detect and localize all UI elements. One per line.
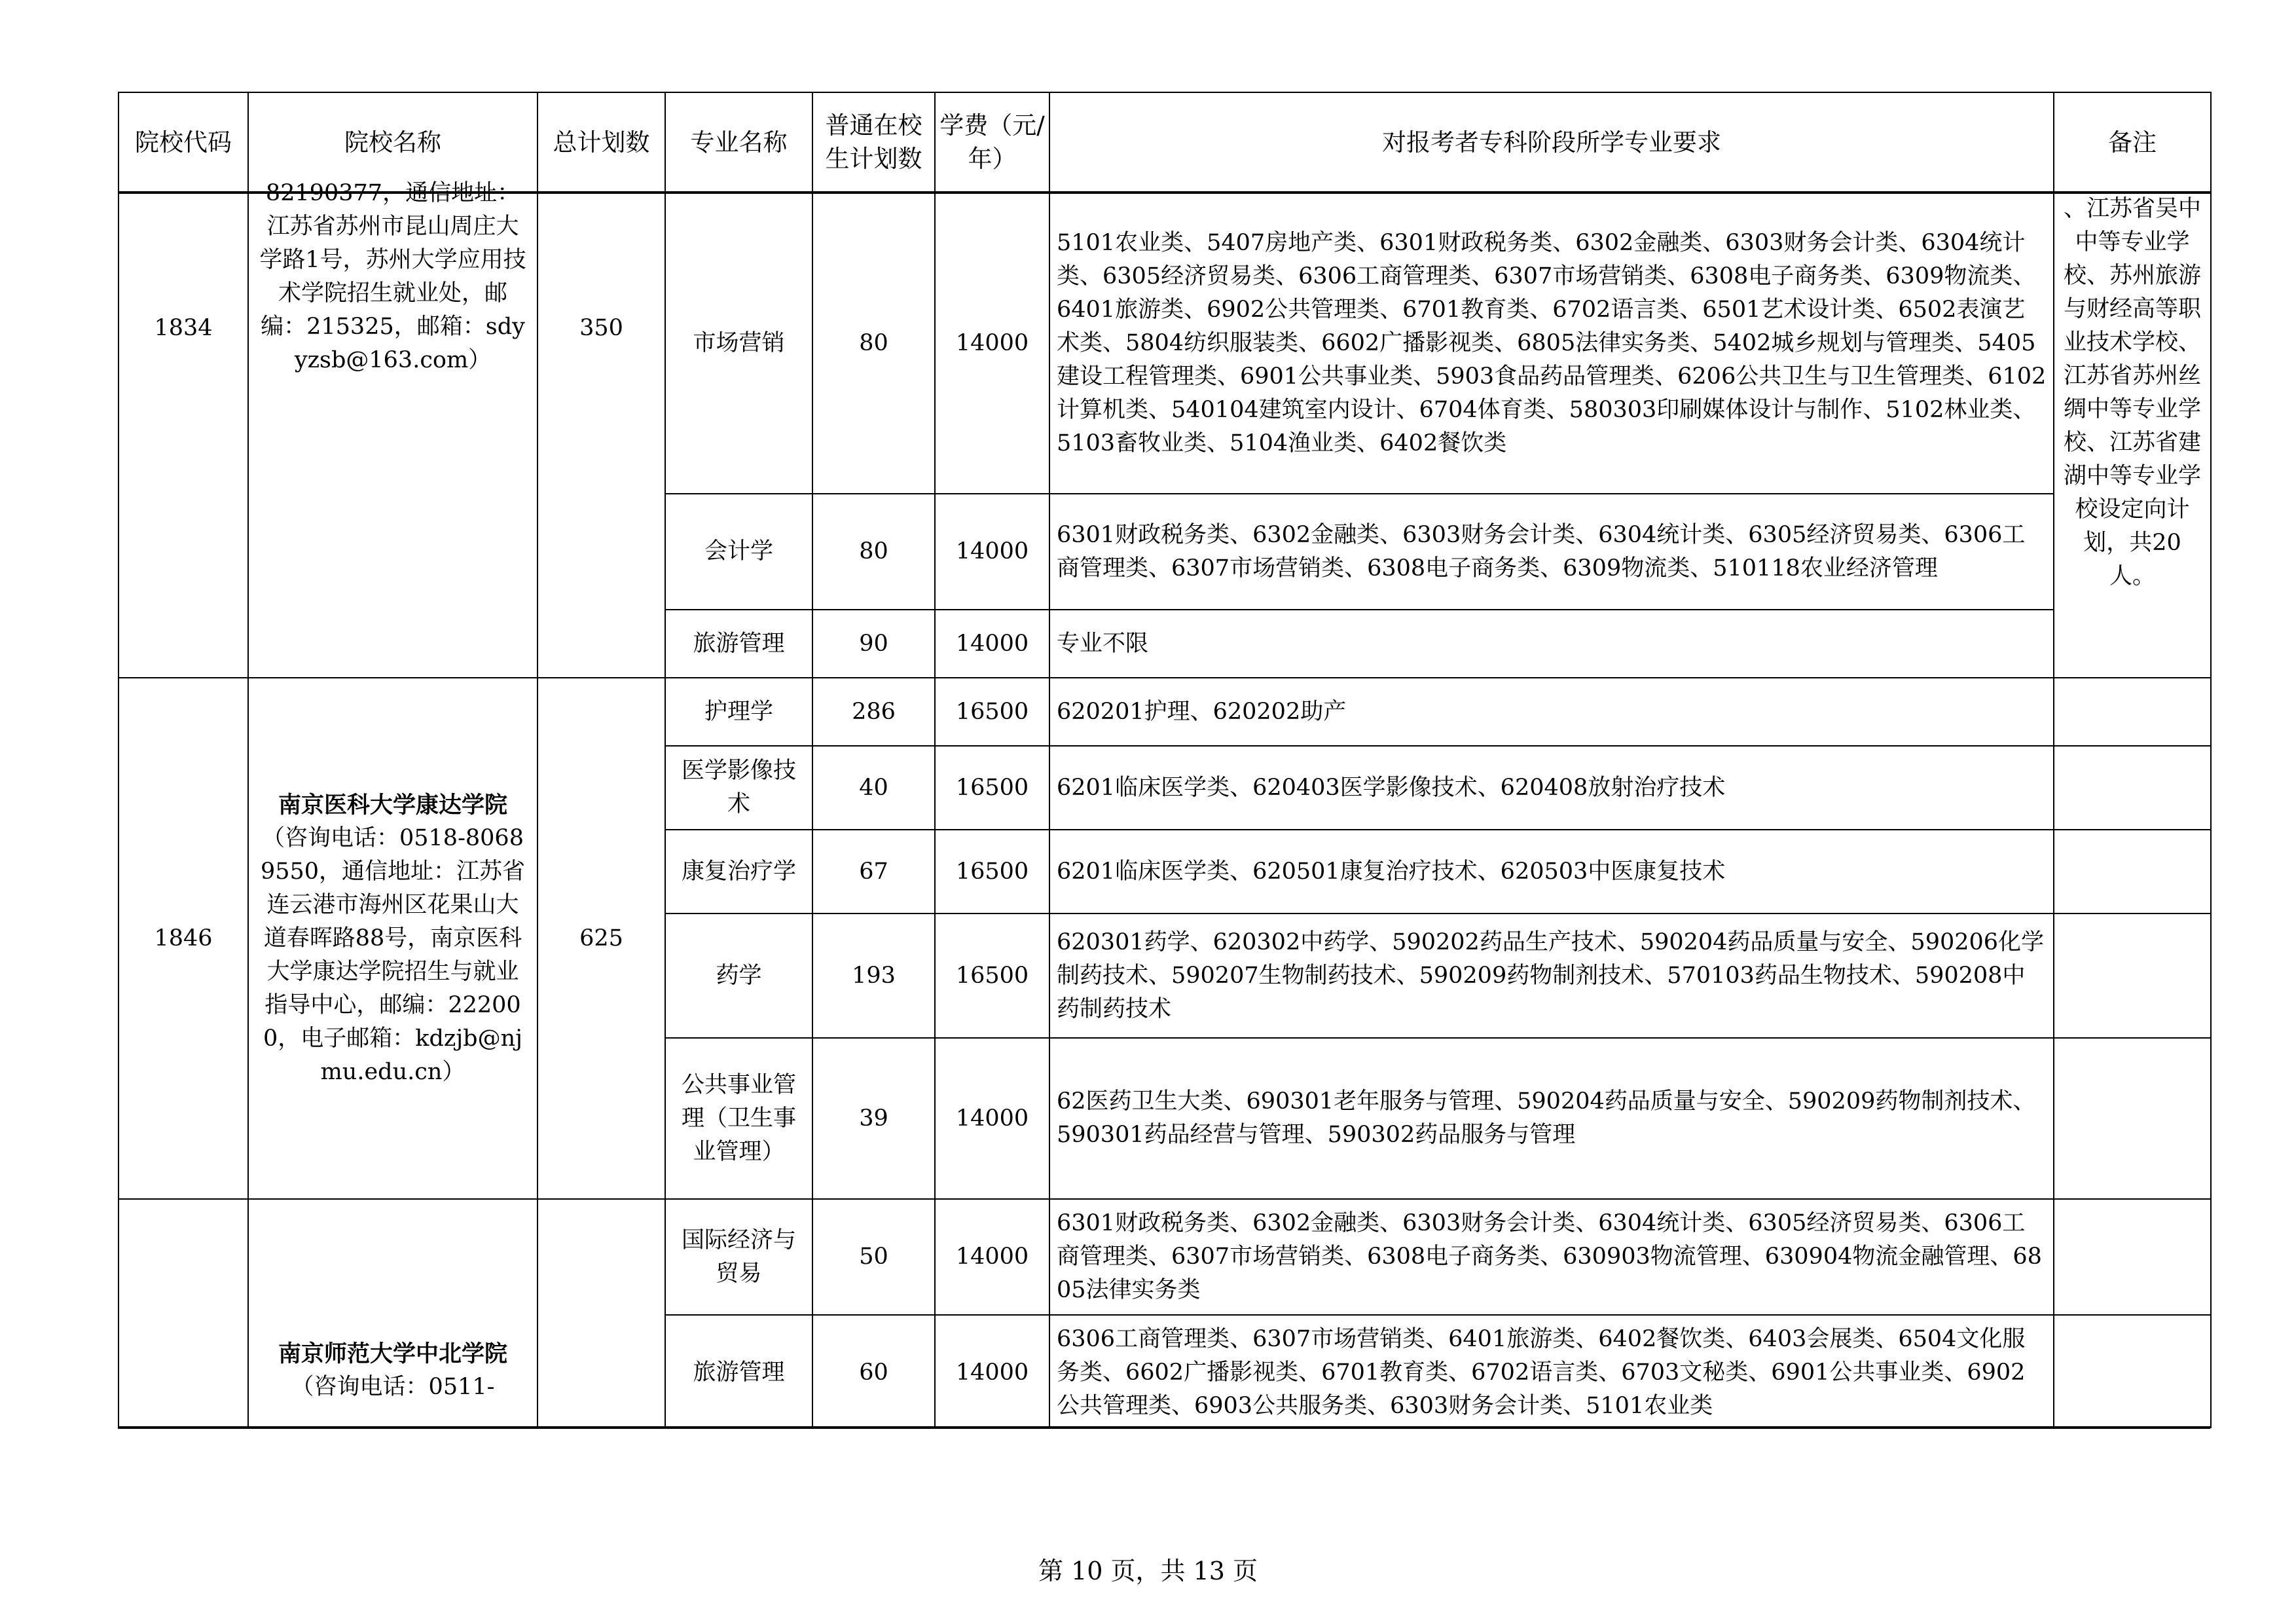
major-requirement: 6306工商管理类、6307市场营销类、6401旅游类、6402餐饮类、6403会展类、6504文化服务类、6602广播影视类、6701教育类、6702语言类、6703文秘类、6901公共事业类、6902公共管理类、6903公共服务类、6303财务会计类、5101农业类 <box>1049 1315 2054 1431</box>
table-row <box>118 193 2211 494</box>
major-name: 旅游管理 <box>665 610 812 678</box>
plan-count: 60 <box>812 1315 935 1431</box>
header-school-name: 院校名称 <box>248 92 538 193</box>
header-regular-plan: 普通在校生计划数 <box>812 92 935 193</box>
tuition: 14000 <box>935 610 1049 678</box>
notes <box>2054 1038 2211 1199</box>
notes <box>2054 1199 2211 1315</box>
table-row <box>118 1199 2211 1315</box>
notes <box>2054 913 2211 1038</box>
tuition: 16500 <box>935 830 1049 913</box>
major-requirement: 620201护理、620202助产 <box>1049 678 2054 746</box>
tuition: 16500 <box>935 746 1049 830</box>
plan-count: 90 <box>812 610 935 678</box>
notes <box>2054 746 2211 830</box>
major-name: 市场营销 <box>665 193 812 494</box>
major-name: 旅游管理 <box>665 1315 812 1431</box>
notes <box>2054 678 2211 746</box>
page-cut-mask <box>0 1428 2296 1624</box>
major-requirement: 专业不限 <box>1049 610 2054 678</box>
school-contact-info: 82190377，通信地址：江苏省苏州市昆山周庄大学路1号，苏州大学应用技术学院招生就业处，邮编：215325，邮箱：sdyyzsb@163.com） <box>259 180 526 373</box>
plan-count: 67 <box>812 830 935 913</box>
major-requirement: 620301药学、620302中药学、590202药品生产技术、590204药品质量与安全、590206化学制药技术、590207生物制药技术、590209药物制剂技术、570103药品生物技术、590208中药制药技术 <box>1049 913 2054 1038</box>
header-total-plan: 总计划数 <box>538 92 665 193</box>
major-requirement: 6201临床医学类、620501康复治疗技术、620503中医康复技术 <box>1049 830 2054 913</box>
major-requirement: 6301财政税务类、6302金融类、6303财务会计类、6304统计类、6305经济贸易类、6306工商管理类、6307市场营销类、6308电子商务类、630903物流管理、630904物流金融管理、6805法律实务类 <box>1049 1199 2054 1315</box>
page-footer: 第 10 页，共 13 页 <box>1038 1557 1258 1585</box>
school-info <box>248 678 538 1199</box>
header-requirement: 对报考者专科阶段所学专业要求 <box>1049 92 2054 193</box>
admission-plan-table <box>118 92 2212 1431</box>
school-info <box>248 180 538 678</box>
school-name: 南京师范大学中北学院 <box>278 1340 507 1367</box>
major-name: 公共事业管理（卫生事业管理） <box>665 1038 812 1199</box>
tuition: 14000 <box>935 193 1049 494</box>
plan-count: 193 <box>812 913 935 1038</box>
tuition: 16500 <box>935 913 1049 1038</box>
major-name: 会计学 <box>665 494 812 610</box>
tuition: 14000 <box>935 1315 1049 1431</box>
notes-text: 、江苏省吴中中等专业学校、苏州旅游与财经高等职业技术学校、江苏省苏州丝绸中等专业学校、江苏省建湖中等专业学校设定向计划，共20人。 <box>2063 196 2201 589</box>
header-school-code: 院校代码 <box>118 92 248 193</box>
school-contact-info: （咨询电话：0518-80689550，通信地址：江苏省连云港市海州区花果山大道春晖路88号，南京医科大学康达学院招生与就业指导中心，邮编：222000，电子邮箱：kdzjb@njmu.edu.cn） <box>260 824 526 1085</box>
total-plan: 350 <box>538 193 665 678</box>
total-plan: 625 <box>538 678 665 1199</box>
plan-count: 39 <box>812 1038 935 1199</box>
major-name: 国际经济与贸易 <box>665 1199 812 1315</box>
plan-count: 80 <box>812 494 935 610</box>
total-plan <box>538 1199 665 1431</box>
tuition: 14000 <box>935 1199 1049 1315</box>
major-name: 药学 <box>665 913 812 1038</box>
school-info <box>248 1199 538 1431</box>
major-requirement: 5101农业类、5407房地产类、6301财政税务类、6302金融类、6303财务会计类、6304统计类、6305经济贸易类、6306工商管理类、6307市场营销类、6308电子商务类、6309物流类、6401旅游类、6902公共管理类、6701教育类、6702语言类、6501艺术设计类、6502表演艺术类、5804纺织服装类、6602广播影视类、6805法律实务类、5402城乡规划与管理类、5405建设工程管理类、6901公共事业类、5903食品药品管理类、6206公共卫生与卫生管理类、6102计算机类、540104建筑室内设计、6704体育类、580303印刷媒体设计与制作、5102林业类、5103畜牧业类、5104渔业类、6402餐饮类 <box>1049 193 2054 494</box>
tuition: 16500 <box>935 678 1049 746</box>
notes <box>2054 193 2211 678</box>
school-code: 1846 <box>118 678 248 1199</box>
major-name: 医学影像技术 <box>665 746 812 830</box>
table-row <box>118 678 2211 746</box>
tuition: 14000 <box>935 494 1049 610</box>
school-code <box>118 1199 248 1431</box>
plan-count: 40 <box>812 746 935 830</box>
major-requirement: 6201临床医学类、620403医学影像技术、620408放射治疗技术 <box>1049 746 2054 830</box>
table-bottom-border <box>118 1426 665 1429</box>
header-major-name: 专业名称 <box>665 92 812 193</box>
plan-count: 80 <box>812 193 935 494</box>
major-name: 康复治疗学 <box>665 830 812 913</box>
notes <box>2054 830 2211 913</box>
major-name: 护理学 <box>665 678 812 746</box>
notes <box>2054 1315 2211 1431</box>
school-name: 南京医科大学康达学院 <box>278 791 507 819</box>
header-notes: 备注 <box>2054 92 2211 193</box>
school-contact-info: （咨询电话：0511- <box>291 1374 495 1400</box>
plan-count: 50 <box>812 1199 935 1315</box>
school-code: 1834 <box>118 193 248 678</box>
header-tuition: 学费（元/年） <box>935 92 1049 193</box>
major-requirement: 62医药卫生大类、690301老年服务与管理、590204药品质量与安全、590209药物制剂技术、590301药品经营与管理、590302药品服务与管理 <box>1049 1038 2054 1199</box>
plan-count: 286 <box>812 678 935 746</box>
major-requirement: 6301财政税务类、6302金融类、6303财务会计类、6304统计类、6305经济贸易类、6306工商管理类、6307市场营销类、6308电子商务类、6309物流类、510118农业经济管理 <box>1049 494 2054 610</box>
tuition: 14000 <box>935 1038 1049 1199</box>
table-bottom-border <box>659 1426 2210 1429</box>
